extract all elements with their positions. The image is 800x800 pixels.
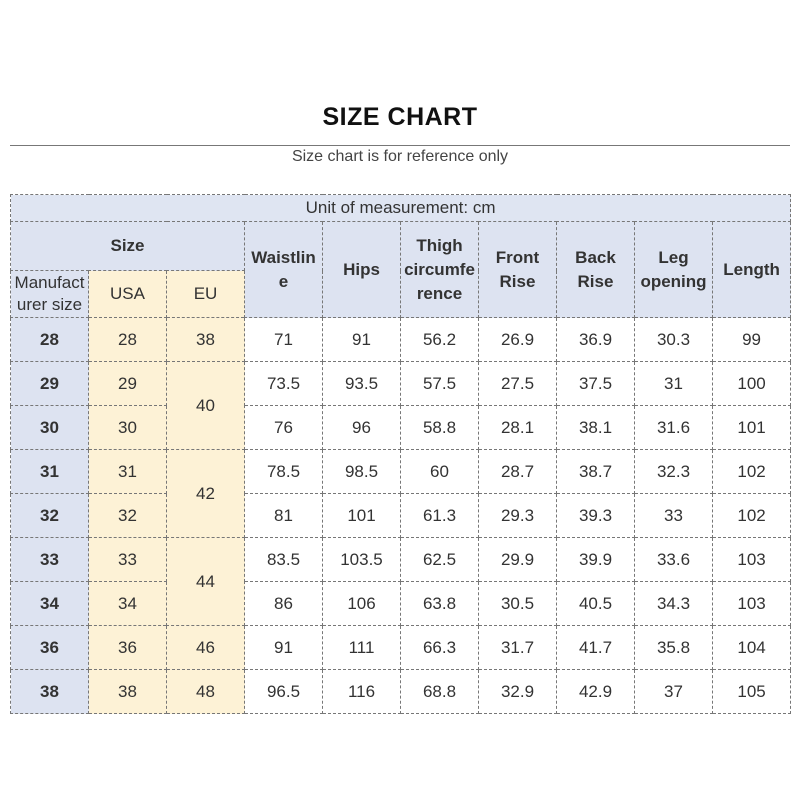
hips-cell: 91 bbox=[323, 318, 401, 362]
back-cell: 42.9 bbox=[557, 670, 635, 714]
hips-cell: 111 bbox=[323, 626, 401, 670]
length-cell: 99 bbox=[713, 318, 791, 362]
usa-size-cell: 33 bbox=[89, 538, 167, 582]
back-cell: 41.7 bbox=[557, 626, 635, 670]
length-cell: 103 bbox=[713, 538, 791, 582]
table-row bbox=[11, 670, 791, 714]
back-cell: 38.7 bbox=[557, 450, 635, 494]
usa-size-cell: 29 bbox=[89, 362, 167, 406]
usa-size-cell: 28 bbox=[89, 318, 167, 362]
hips-cell: 93.5 bbox=[323, 362, 401, 406]
back-cell: 39.9 bbox=[557, 538, 635, 582]
table-row bbox=[11, 406, 791, 450]
front-rise-header: Front Rise bbox=[479, 222, 557, 318]
hips-cell: 106 bbox=[323, 582, 401, 626]
leg-cell: 35.8 bbox=[635, 626, 713, 670]
thigh-cell: 60 bbox=[401, 450, 479, 494]
length-cell: 104 bbox=[713, 626, 791, 670]
front-cell: 27.5 bbox=[479, 362, 557, 406]
size-chart-table bbox=[10, 194, 791, 714]
waist-cell: 86 bbox=[245, 582, 323, 626]
leg-cell: 31 bbox=[635, 362, 713, 406]
manufacturer-size-cell: 31 bbox=[11, 450, 89, 494]
size-header: Size bbox=[11, 222, 245, 271]
size-rows bbox=[11, 318, 791, 714]
length-cell: 102 bbox=[713, 494, 791, 538]
leg-opening-header: Leg opening bbox=[635, 222, 713, 318]
manufacturer-size-cell: 38 bbox=[11, 670, 89, 714]
thigh-cell: 66.3 bbox=[401, 626, 479, 670]
back-cell: 37.5 bbox=[557, 362, 635, 406]
usa-size-cell: 32 bbox=[89, 494, 167, 538]
manufacturer-size-header: Manufact urer size bbox=[11, 271, 89, 318]
front-cell: 32.9 bbox=[479, 670, 557, 714]
leg-cell: 32.3 bbox=[635, 450, 713, 494]
leg-cell: 31.6 bbox=[635, 406, 713, 450]
leg-cell: 30.3 bbox=[635, 318, 713, 362]
thigh-cell: 62.5 bbox=[401, 538, 479, 582]
eu-size-cell: 44 bbox=[167, 538, 245, 626]
unit-label: Unit of measurement: cm bbox=[11, 195, 791, 222]
thigh-cell: 63.8 bbox=[401, 582, 479, 626]
length-cell: 100 bbox=[713, 362, 791, 406]
eu-size-cell: 40 bbox=[167, 362, 245, 450]
waist-cell: 78.5 bbox=[245, 450, 323, 494]
back-rise-header: Back Rise bbox=[557, 222, 635, 318]
manufacturer-size-cell: 34 bbox=[11, 582, 89, 626]
title-divider bbox=[10, 145, 790, 146]
back-cell: 40.5 bbox=[557, 582, 635, 626]
manufacturer-size-cell: 33 bbox=[11, 538, 89, 582]
hips-cell: 98.5 bbox=[323, 450, 401, 494]
eu-size-cell: 46 bbox=[167, 626, 245, 670]
table-row bbox=[11, 450, 791, 494]
leg-cell: 33 bbox=[635, 494, 713, 538]
leg-cell: 34.3 bbox=[635, 582, 713, 626]
waist-cell: 96.5 bbox=[245, 670, 323, 714]
table-row bbox=[11, 318, 791, 362]
usa-size-cell: 34 bbox=[89, 582, 167, 626]
front-cell: 29.3 bbox=[479, 494, 557, 538]
manufacturer-size-cell: 29 bbox=[11, 362, 89, 406]
eu-size-cell: 48 bbox=[167, 670, 245, 714]
table-row bbox=[11, 582, 791, 626]
waist-cell: 83.5 bbox=[245, 538, 323, 582]
length-cell: 102 bbox=[713, 450, 791, 494]
thigh-header: Thigh circumfe rence bbox=[401, 222, 479, 318]
front-cell: 26.9 bbox=[479, 318, 557, 362]
usa-size-cell: 31 bbox=[89, 450, 167, 494]
length-header: Length bbox=[713, 222, 791, 318]
thigh-cell: 68.8 bbox=[401, 670, 479, 714]
page-title: SIZE CHART bbox=[322, 103, 478, 131]
thigh-cell: 61.3 bbox=[401, 494, 479, 538]
waist-cell: 71 bbox=[245, 318, 323, 362]
hips-cell: 103.5 bbox=[323, 538, 401, 582]
table-row bbox=[11, 494, 791, 538]
manufacturer-size-cell: 36 bbox=[11, 626, 89, 670]
page-subtitle: Size chart is for reference only bbox=[291, 148, 509, 165]
thigh-cell: 56.2 bbox=[401, 318, 479, 362]
length-cell: 103 bbox=[713, 582, 791, 626]
usa-size-cell: 30 bbox=[89, 406, 167, 450]
front-cell: 28.1 bbox=[479, 406, 557, 450]
eu-size-cell: 42 bbox=[167, 450, 245, 538]
leg-cell: 33.6 bbox=[635, 538, 713, 582]
table-row bbox=[11, 362, 791, 406]
hips-header: Hips bbox=[323, 222, 401, 318]
length-cell: 101 bbox=[713, 406, 791, 450]
thigh-cell: 58.8 bbox=[401, 406, 479, 450]
table-row bbox=[11, 538, 791, 582]
waist-cell: 81 bbox=[245, 494, 323, 538]
back-cell: 36.9 bbox=[557, 318, 635, 362]
hips-cell: 101 bbox=[323, 494, 401, 538]
thigh-cell: 57.5 bbox=[401, 362, 479, 406]
front-cell: 31.7 bbox=[479, 626, 557, 670]
waistline-header: Waistlin e bbox=[245, 222, 323, 318]
manufacturer-size-cell: 30 bbox=[11, 406, 89, 450]
waist-cell: 76 bbox=[245, 406, 323, 450]
hips-cell: 96 bbox=[323, 406, 401, 450]
eu-header: EU bbox=[167, 271, 245, 318]
waist-cell: 73.5 bbox=[245, 362, 323, 406]
usa-size-cell: 38 bbox=[89, 670, 167, 714]
usa-header: USA bbox=[89, 271, 167, 318]
leg-cell: 37 bbox=[635, 670, 713, 714]
back-cell: 39.3 bbox=[557, 494, 635, 538]
front-cell: 30.5 bbox=[479, 582, 557, 626]
table-row bbox=[11, 626, 791, 670]
manufacturer-size-cell: 32 bbox=[11, 494, 89, 538]
waist-cell: 91 bbox=[245, 626, 323, 670]
eu-size-cell: 38 bbox=[167, 318, 245, 362]
back-cell: 38.1 bbox=[557, 406, 635, 450]
front-cell: 29.9 bbox=[479, 538, 557, 582]
length-cell: 105 bbox=[713, 670, 791, 714]
front-cell: 28.7 bbox=[479, 450, 557, 494]
hips-cell: 116 bbox=[323, 670, 401, 714]
usa-size-cell: 36 bbox=[89, 626, 167, 670]
manufacturer-size-cell: 28 bbox=[11, 318, 89, 362]
